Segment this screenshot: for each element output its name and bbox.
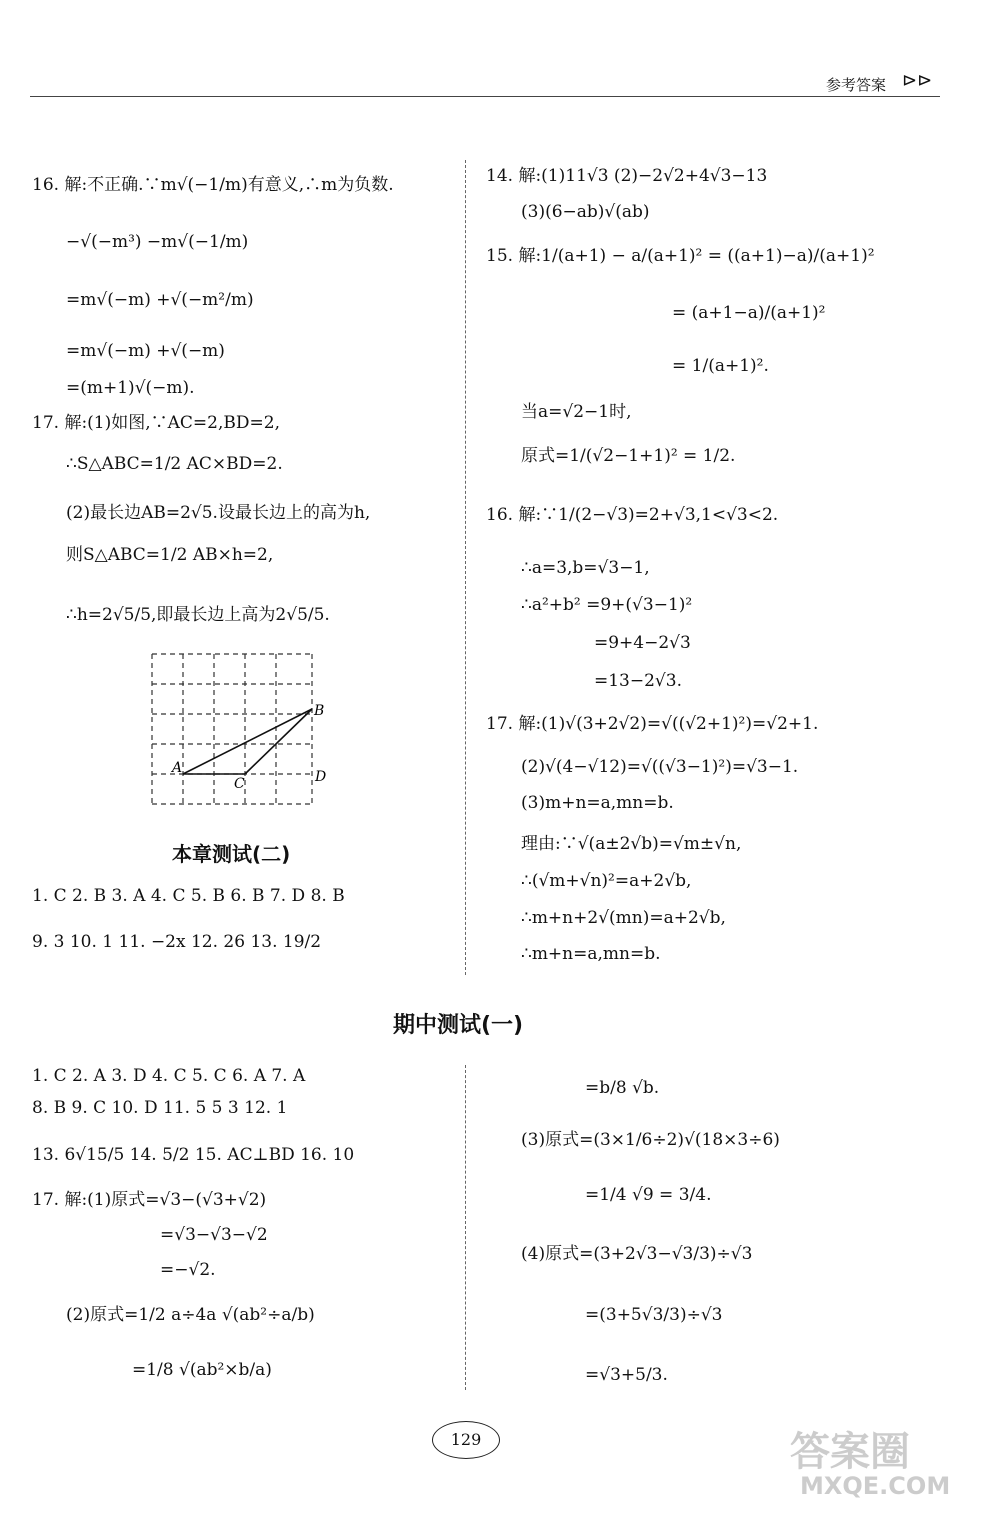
answer-line: 16. 解:∵1/(2−√3)=2+√3,1<√3<2. — [486, 505, 779, 525]
answer-line: 13. 6√15/5 14. 5/2 15. AC⊥BD 16. 10 — [32, 1145, 355, 1165]
chapter-test-line: 9. 3 10. 1 11. −2x 12. 26 13. 19/2 — [32, 932, 322, 952]
watermark-url: MXQE.COM — [800, 1472, 951, 1500]
answer-line: ∴m+n=a,mn=b. — [521, 944, 661, 964]
answer-line: = (a+1−a)/(a+1)² — [672, 303, 826, 323]
answer-line: 8. B 9. C 10. D 11. 5 5 3 12. 1 — [32, 1098, 288, 1118]
answer-line: =m√(−m) +√(−m) — [66, 341, 225, 361]
header-label: 参考答案 — [826, 76, 887, 94]
answer-line: 则S△ABC=1/2 AB×h=2, — [66, 545, 274, 565]
answer-line: =m√(−m) +√(−m²/m) — [66, 290, 254, 310]
grid-triangle-figure — [140, 645, 340, 815]
answer-line: 1. C 2. A 3. D 4. C 5. C 6. A 7. A — [32, 1066, 306, 1086]
column-divider-top — [465, 160, 466, 975]
answer-line: = 1/(a+1)². — [672, 356, 769, 376]
header-arrows-icon: ⊳⊳ — [902, 70, 933, 91]
answer-line: (4)原式=(3+2√3−√3/3)÷√3 — [521, 1244, 753, 1264]
figure-label-d: D — [315, 769, 327, 785]
midterm-title: 期中测试(一) — [393, 1013, 524, 1038]
answer-line: 17. 解:(1)如图,∵AC=2,BD=2, — [32, 413, 280, 433]
answer-line: 17. 解:(1)原式=√3−(√3+√2) — [32, 1190, 267, 1210]
answer-line: ∴a=3,b=√3−1, — [521, 558, 650, 578]
figure-label-c: C — [234, 776, 245, 792]
answer-line: ∴a²+b² =9+(√3−1)² — [521, 595, 693, 615]
answer-line: =1/4 √9 = 3/4. — [585, 1185, 712, 1205]
answer-line: 原式=1/(√2−1+1)² = 1/2. — [521, 446, 736, 466]
page-number: 129 — [432, 1421, 500, 1459]
answer-line: 14. 解:(1)11√3 (2)−2√2+4√3−13 — [486, 166, 768, 186]
answer-line: =13−2√3. — [594, 671, 682, 691]
answer-line: ∴h=2√5/5,即最长边上高为2√5/5. — [66, 605, 330, 625]
answer-line: =−√2. — [160, 1260, 216, 1280]
watermark-logo: 答案圈 — [790, 1429, 910, 1475]
answer-line: =(3+5√3/3)÷√3 — [585, 1305, 723, 1325]
answer-line: =9+4−2√3 — [594, 633, 691, 653]
answer-line: (3)m+n=a,mn=b. — [521, 793, 674, 813]
answer-line: ∴m+n+2√(mn)=a+2√b, — [521, 908, 726, 928]
chapter-test-line: 1. C 2. B 3. A 4. C 5. B 6. B 7. D 8. B — [32, 886, 345, 906]
answer-line: =√3−√3−√2 — [160, 1225, 268, 1245]
answer-line: 16. 解:不正确.∵m√(−1/m)有意义,∴m为负数. — [32, 175, 394, 195]
answer-line: (3)(6−ab)√(ab) — [521, 202, 650, 222]
answer-line: 17. 解:(1)√(3+2√2)=√((√2+1)²)=√2+1. — [486, 714, 819, 734]
answer-line: (2)√(4−√12)=√((√3−1)²)=√3−1. — [521, 757, 799, 777]
column-divider-bottom — [465, 1065, 466, 1390]
answer-line: ∴S△ABC=1/2 AC×BD=2. — [66, 454, 283, 474]
answer-line: =1/8 √(ab²×b/a) — [132, 1360, 272, 1380]
answer-line: ∴(√m+√n)²=a+2√b, — [521, 871, 692, 891]
answer-line: (2)最长边AB=2√5.设最长边上的高为h, — [66, 503, 371, 523]
answer-line: 理由:∵√(a±2√b)=√m±√n, — [521, 834, 742, 854]
header-rule — [30, 96, 940, 97]
figure-label-a: A — [172, 760, 183, 776]
answer-line: (2)原式=1/2 a÷4a √(ab²÷a/b) — [66, 1305, 315, 1325]
answer-line: 当a=√2−1时, — [521, 402, 632, 422]
answer-line: =(m+1)√(−m). — [66, 378, 195, 398]
figure-label-b: B — [314, 703, 325, 719]
answer-line: =b/8 √b. — [585, 1078, 660, 1098]
answer-line: 15. 解:1/(a+1) − a/(a+1)² = ((a+1)−a)/(a+1)² — [486, 246, 875, 266]
chapter-test-title: 本章测试(二) — [172, 842, 291, 866]
answer-line: =√3+5/3. — [585, 1365, 668, 1385]
answer-line: (3)原式=(3×1/6÷2)√(18×3÷6) — [521, 1130, 780, 1150]
answer-line: −√(−m³) −m√(−1/m) — [66, 232, 249, 252]
